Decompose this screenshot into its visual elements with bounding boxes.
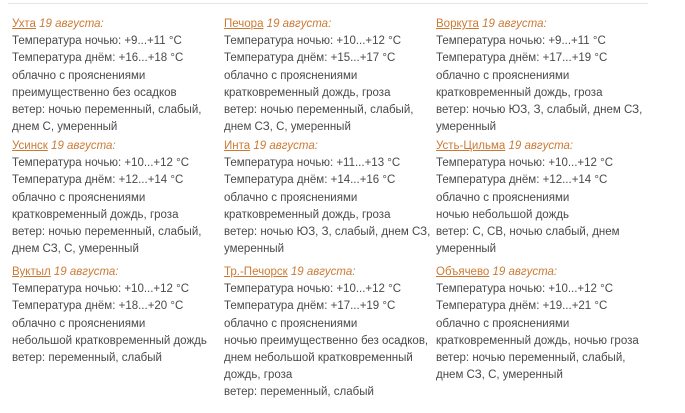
cloudiness: облачно с прояснениями (436, 191, 570, 204)
precipitation: ночью небольшой дождь (436, 208, 569, 221)
forecast-card-ukhta (12, 16, 224, 138)
cloudiness: облачно с прояснениями (12, 317, 146, 330)
precipitation: кратковременный дождь, гроза (224, 86, 391, 99)
precipitation: небольшой кратковременный дождь (12, 334, 207, 347)
wind: ветер: ночью ЮЗ, З, слабый, днем СЗ, (436, 104, 643, 117)
cloudiness: облачно с прояснениями (12, 69, 146, 82)
forecast-card-inta (224, 138, 436, 264)
city-link-vuktyl[interactable]: Вуктыл (12, 266, 51, 278)
top-divider (8, 3, 648, 4)
forecast-card-obyachevo (436, 264, 648, 404)
day-temperature: Температура днём: +17...+19 °C (436, 52, 608, 65)
forecast-date: 19 августа: (51, 140, 116, 152)
wind: ветер: С, СВ, ночью слабый, днем (436, 226, 620, 239)
forecast-date: 19 августа: (290, 266, 356, 278)
day-temperature: Температура днём: +12...+14 °C (436, 174, 608, 187)
wind: ветер: ночью переменный, слабый, (12, 226, 202, 239)
forecast-date: 19 августа: (266, 18, 332, 30)
day-temperature: Температура днём: +14...+16 °C (224, 174, 396, 187)
precipitation: ночью преимущественно без осадков, (224, 334, 429, 347)
city-link-tr-pechorsk[interactable]: Тр.-Печорск (224, 266, 288, 278)
day-temperature: Температура днём: +12...+14 °C (12, 174, 184, 187)
wind: ветер: переменный, слабый (12, 352, 162, 365)
forecast-date: 19 августа: (53, 266, 119, 278)
cloudiness: облачно с прояснениями (436, 69, 570, 82)
city-link-usinsk[interactable]: Усинск (12, 140, 48, 152)
wind-continued: днем СЗ, С, умеренный (436, 369, 563, 382)
cloudiness: облачно с прояснениями (12, 191, 146, 204)
night-temperature: Температура ночью: +9...+11 °C (12, 35, 182, 48)
wind-continued: умеренный (436, 243, 497, 256)
precipitation: кратковременный дождь, гроза (436, 86, 603, 99)
night-temperature: Температура ночью: +9...+11 °C (436, 35, 606, 48)
day-temperature: Температура днём: +19...+21 °C (436, 300, 608, 313)
forecast-date: 19 августа: (39, 18, 104, 30)
cloudiness: облачно с прояснениями (224, 69, 358, 82)
day-temperature: Температура днём: +15...+17 °C (224, 52, 396, 65)
forecast-date: 19 августа: (492, 266, 558, 278)
city-link-ukhta[interactable]: Ухта (12, 18, 36, 30)
wind-continued: днем СЗ, С, умеренный (224, 121, 351, 134)
forecast-card-vuktyl (12, 264, 224, 404)
night-temperature: Температура ночью: +10...+12 °C (12, 157, 190, 170)
night-temperature: Температура ночью: +10...+12 °C (436, 157, 614, 170)
precipitation: кратковременный дождь, ночью гроза (436, 334, 639, 347)
city-link-inta[interactable]: Инта (224, 140, 251, 152)
wind: ветер: ночью ЮЗ, З, слабый, днем СЗ, (224, 226, 431, 239)
cloudiness: облачно с прояснениями (224, 191, 358, 204)
forecast-card-tr-pechorsk (224, 264, 436, 404)
city-link-pechora[interactable]: Печора (224, 18, 264, 30)
precipitation: кратковременный дождь, гроза (224, 208, 391, 221)
forecast-card-pechora (224, 16, 436, 138)
day-temperature: Температура днём: +18...+20 °C (12, 300, 184, 313)
precipitation: преимущественно без осадков (12, 86, 177, 99)
wind-continued: днем СЗ, С, умеренный (12, 243, 139, 256)
wind-continued: днем С, умеренный (12, 121, 118, 134)
night-temperature: Температура ночью: +10...+12 °C (224, 35, 402, 48)
forecast-date: 19 августа: (253, 140, 318, 152)
city-link-vorkuta[interactable]: Воркута (436, 18, 479, 30)
forecast-card-ust-tsilma (436, 138, 648, 264)
forecast-card-usinsk (12, 138, 224, 264)
night-temperature: Температура ночью: +10...+12 °C (12, 283, 190, 296)
forecast-grid (12, 16, 648, 404)
forecast-date: 19 августа: (482, 18, 547, 30)
wind-continued: умеренный (436, 121, 497, 134)
wind-continued: умеренный (224, 243, 285, 256)
wind: ветер: ночью переменный, слабый, (436, 352, 626, 365)
cloudiness: облачно с прояснениями (436, 317, 570, 330)
precipitation-continued: днем небольшой кратковременный (224, 352, 413, 365)
wind: ветер: ночью переменный, слабый, (12, 104, 202, 117)
night-temperature: Температура ночью: +10...+12 °C (436, 283, 614, 296)
day-temperature: Температура днём: +17...+19 °C (224, 300, 396, 313)
day-temperature: Температура днём: +16...+18 °C (12, 52, 184, 65)
precipitation-continued-2: дождь, гроза (224, 369, 293, 382)
forecast-card-vorkuta (436, 16, 648, 138)
city-link-ust-tsilma[interactable]: Усть-Цильма (436, 140, 506, 152)
wind: ветер: переменный, слабый (224, 386, 374, 399)
wind: ветер: ночью переменный, слабый, (224, 104, 414, 117)
night-temperature: Температура ночью: +11...+13 °C (224, 157, 401, 170)
cloudiness: облачно с прояснениями (224, 317, 358, 330)
night-temperature: Температура ночью: +10...+12 °C (224, 283, 402, 296)
city-link-obyachevo[interactable]: Объячево (436, 266, 490, 278)
forecast-date: 19 августа: (508, 140, 574, 152)
precipitation: кратковременный дождь, гроза (12, 208, 179, 221)
